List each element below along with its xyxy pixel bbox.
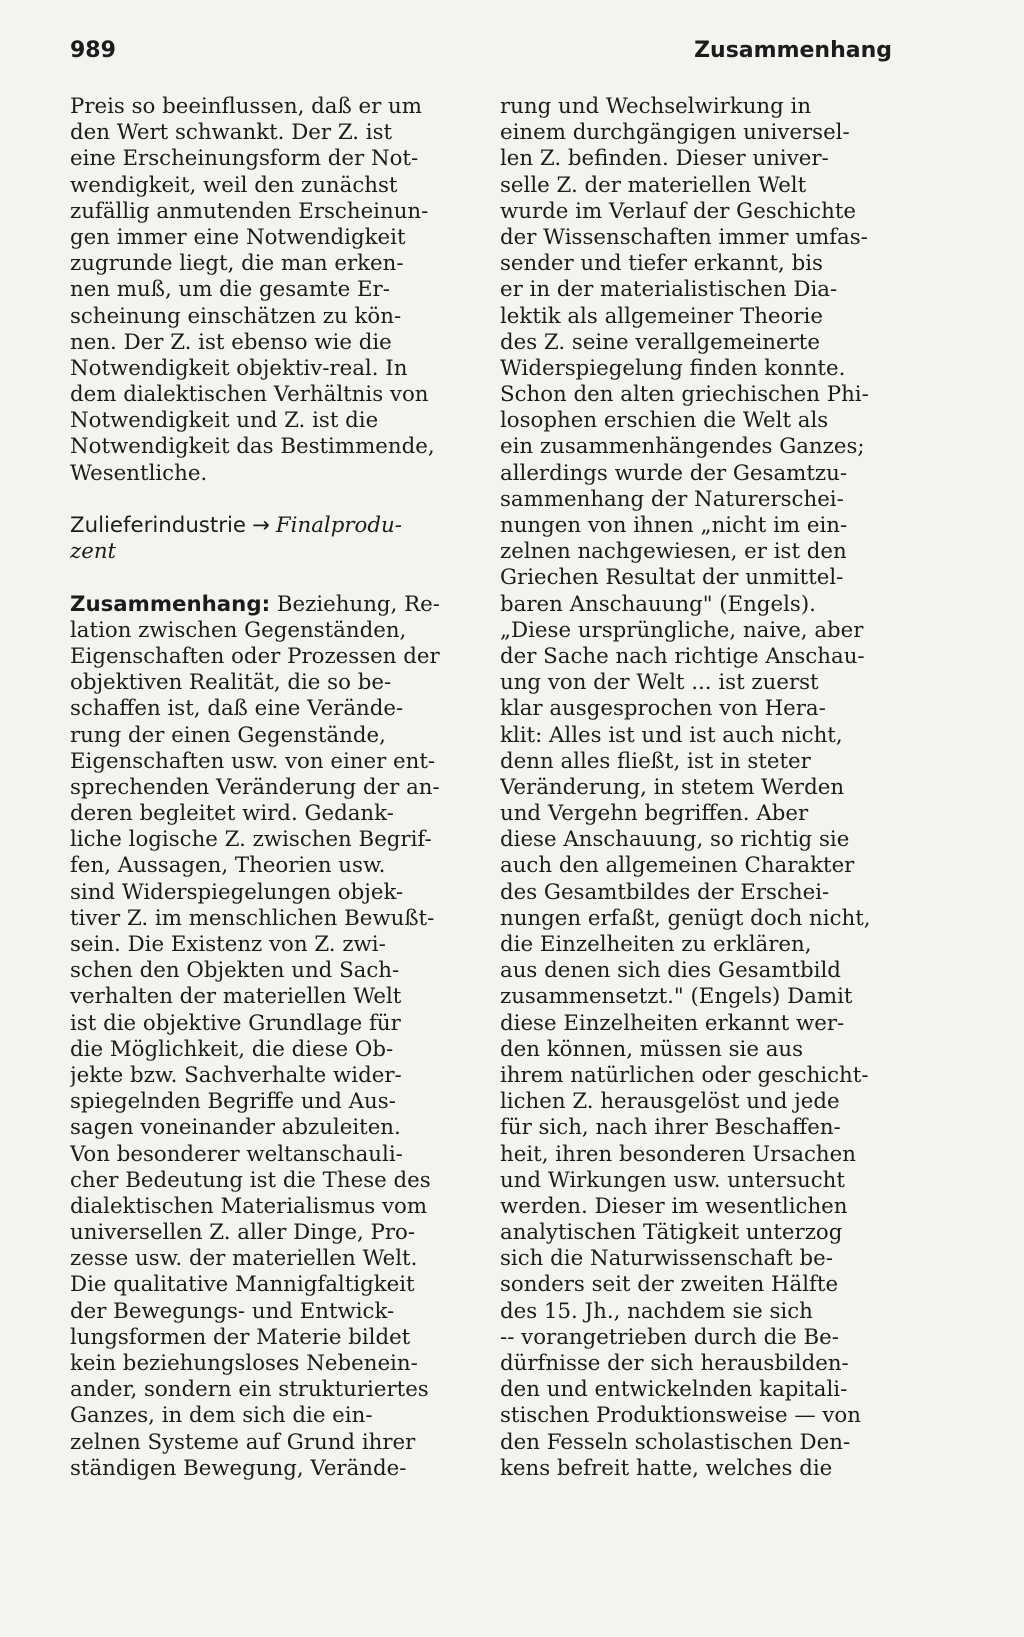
entry-body-continued [500, 94, 894, 1482]
text-line: Widerspiegelung finden konnte. [500, 355, 846, 381]
text-line: Die qualitative Mannigfaltigkeit [70, 1272, 415, 1298]
text-line: klit: Alles ist und ist auch nicht, [500, 722, 843, 748]
text-line: allerdings wurde der Gesamtzu- [500, 460, 848, 486]
text-line: zelnen Systeme auf Grund ihrer [70, 1429, 416, 1455]
text-line: eine Erscheinungsform der Not- [70, 146, 419, 172]
text-line: universellen Z. aller Dinge, Pro- [70, 1220, 416, 1246]
text-line: zesse usw. der materiellen Welt. [70, 1246, 418, 1272]
text-line: jekte bzw. Sachverhalte wider- [70, 1062, 402, 1088]
text-line: sonders seit der zweiten Hälfte [500, 1272, 839, 1298]
page-number: 989 [70, 38, 116, 63]
text-line: zelnen nachgewiesen, er ist den [500, 539, 847, 565]
text-line: lation zwischen Gegenständen, [70, 617, 407, 643]
text-line: der Wissenschaften immer umfas- [500, 224, 868, 250]
text-line: objektiven Realität, die so be- [70, 670, 392, 696]
left-column [70, 94, 466, 1482]
main-entry [70, 592, 466, 1482]
text-line: ständigen Bewegung, Verände- [70, 1455, 407, 1481]
text-line: und Vergehn begriffen. Aber [500, 801, 809, 827]
text-line: zusammensetzt." (Engels) Damit [500, 984, 853, 1010]
text-line: zufällig anmutenden Erscheinun- [70, 198, 429, 224]
text-line: lichen Z. herausgelöst und jede [500, 1089, 840, 1115]
text-line: dialektischen Materialismus vom [70, 1193, 428, 1219]
text-line: den Fesseln scholastischen Den- [500, 1429, 851, 1455]
text-line: tiver Z. im menschlichen Bewußt- [70, 905, 435, 931]
text-line: liche logische Z. zwischen Begrif- [70, 827, 432, 853]
text-line: nen. Der Z. ist ebenso wie die [70, 329, 392, 355]
text-line: Notwendigkeit und Z. ist die [70, 408, 379, 434]
text-line: len Z. befinden. Dieser univer- [500, 146, 829, 172]
text-line: und Wirkungen usw. untersucht [500, 1167, 845, 1193]
text-line: einem durchgängigen universel- [500, 120, 850, 146]
text-line: ein zusammenhängendes Ganzes; [500, 434, 865, 460]
text-line: lektik als allgemeiner Theorie [500, 303, 823, 329]
xref-target-continued: zent [70, 539, 117, 565]
text-line: kens befreit hatte, welches die [500, 1455, 833, 1481]
text-line: sammenhang der Naturerschei- [500, 486, 844, 512]
text-line: dürfnisse der sich herausbilden- [500, 1351, 849, 1376]
text-line: nungen erfaßt, genügt doch nicht, [500, 905, 871, 931]
text-line: Von besonderer weltanschauli- [70, 1141, 403, 1167]
xref-term: Zulieferindustrie [70, 513, 247, 538]
text-line: sind Widerspiegelungen objek- [70, 879, 404, 905]
text-line: denn alles fließt, ist in steter [500, 748, 811, 774]
text-line: sagen voneinander abzuleiten. [70, 1115, 401, 1141]
page-header [70, 38, 892, 78]
text-line: „Diese ursprüngliche, naive, aber [500, 617, 864, 643]
text-line: stischen Produktionsweise — von [500, 1403, 861, 1429]
text-line: gen immer eine Notwendigkeit [70, 224, 406, 250]
text-line: des 15. Jh., nachdem sie sich [500, 1298, 813, 1324]
text-line: ander, sondern ein strukturiertes [70, 1377, 429, 1403]
text-line: fen, Aussagen, Theorien usw. [70, 853, 386, 879]
text-line: Notwendigkeit das Bestimmende, [70, 434, 435, 460]
text-line: -- vorangetrieben durch die Be- [500, 1324, 839, 1350]
xref-entry [70, 513, 466, 565]
text-line: diese Einzelheiten erkannt wer- [500, 1010, 845, 1036]
text-line: nen muß, um die gesamte Er- [70, 277, 390, 303]
text-line: cher Bedeutung ist die These des [70, 1167, 431, 1193]
text-line: Griechen Resultat der unmittel- [500, 565, 844, 591]
text-line: deren begleitet wird. Gedank- [70, 801, 394, 827]
text-line: auch den allgemeinen Charakter [500, 853, 855, 879]
text-line: spiegelnden Begriffe und Aus- [70, 1089, 396, 1115]
text-line: rung und Wechselwirkung in [500, 94, 812, 119]
xref-target: Finalprodu- [275, 513, 402, 538]
text-line: des Z. seine verallgemeinerte [500, 329, 820, 355]
text-line: selle Z. der materiellen Welt [500, 172, 807, 198]
text-line: schen den Objekten und Sach- [70, 958, 400, 984]
text-line: er in der materialistischen Dia- [500, 277, 838, 303]
entry-body [70, 618, 466, 1482]
text-line: klar ausgesprochen von Hera- [500, 696, 826, 722]
arrow-right-icon: → [252, 513, 270, 538]
text-line: die Möglichkeit, die diese Ob- [70, 1036, 394, 1062]
text-line: sender und tiefer erkannt, bis [500, 251, 823, 277]
text-line: schaffen ist, daß eine Verände- [70, 696, 404, 722]
text-line: lungsformen der Materie bildet [70, 1324, 411, 1350]
text-line: dem dialektischen Verhältnis von [70, 382, 429, 408]
text-line: für sich, nach ihrer Beschaffen- [500, 1115, 841, 1141]
text-line: ist die objektive Grundlage für [70, 1010, 401, 1036]
text-line: rung der einen Gegenstände, [70, 722, 386, 748]
text-line: Ganzes, in dem sich die ein- [70, 1403, 373, 1429]
text-line: Wesentliche. [70, 460, 208, 486]
text-line: verhalten der materiellen Welt [70, 984, 402, 1010]
text-line: losophen erschien die Welt als [500, 408, 829, 434]
running-head: Zusammenhang [694, 38, 892, 63]
text-line: baren Anschauung" (Engels). [500, 591, 816, 617]
text-line: Veränderung, in stetem Werden [500, 774, 845, 800]
text-line: werden. Dieser im wesentlichen [500, 1193, 848, 1219]
text-line: ihrem natürlichen oder geschicht- [500, 1062, 869, 1088]
intro-paragraph [70, 94, 466, 487]
text-line: Preis so beeinflussen, daß er um [70, 94, 422, 119]
text-line: ung von der Welt ... ist zuerst [500, 670, 819, 696]
text-line: aus denen sich dies Gesamtbild [500, 958, 841, 984]
text-line: heit, ihren besonderen Ursachen [500, 1141, 856, 1167]
text-line: den können, müssen sie aus [500, 1036, 804, 1062]
text-line: Notwendigkeit objektiv-real. In [70, 355, 408, 381]
text-line: Schon den alten griechischen Phi- [500, 382, 869, 408]
text-line: sein. Die Existenz von Z. zwi- [70, 932, 386, 957]
text-line: Eigenschaften usw. von einer ent- [70, 748, 436, 774]
text-line: der Bewegungs- und Entwick- [70, 1298, 395, 1324]
text-line: analytischen Tätigkeit unterzog [500, 1220, 843, 1246]
text-line: kein beziehungsloses Nebenein- [70, 1351, 418, 1376]
text-line: Eigenschaften oder Prozessen der [70, 643, 440, 669]
text-line: den und entwickelnden kapitali- [500, 1377, 848, 1403]
right-column [500, 94, 894, 1482]
text-line: die Einzelheiten zu erklären, [500, 932, 812, 957]
text-line: wurde im Verlauf der Geschichte [500, 198, 856, 224]
text-line: nungen von ihnen „nicht im ein- [500, 513, 848, 538]
text-line: scheinung einschätzen zu kön- [70, 303, 402, 329]
text-line: sich die Naturwissenschaft be- [500, 1246, 833, 1272]
text-line: sprechenden Veränderung der an- [70, 774, 440, 800]
entry-text-start: Beziehung, Re- [276, 591, 440, 617]
text-line: den Wert schwankt. Der Z. ist [70, 120, 393, 146]
text-line: zugrunde liegt, die man erken- [70, 251, 404, 277]
text-line: des Gesamtbildes der Erschei- [500, 879, 830, 905]
text-line: wendigkeit, weil den zunächst [70, 172, 398, 198]
entry-term: Zusammenhang: [70, 591, 271, 617]
text-line: diese Anschauung, so richtig sie [500, 827, 850, 853]
text-line: der Sache nach richtige Anschau- [500, 643, 865, 669]
